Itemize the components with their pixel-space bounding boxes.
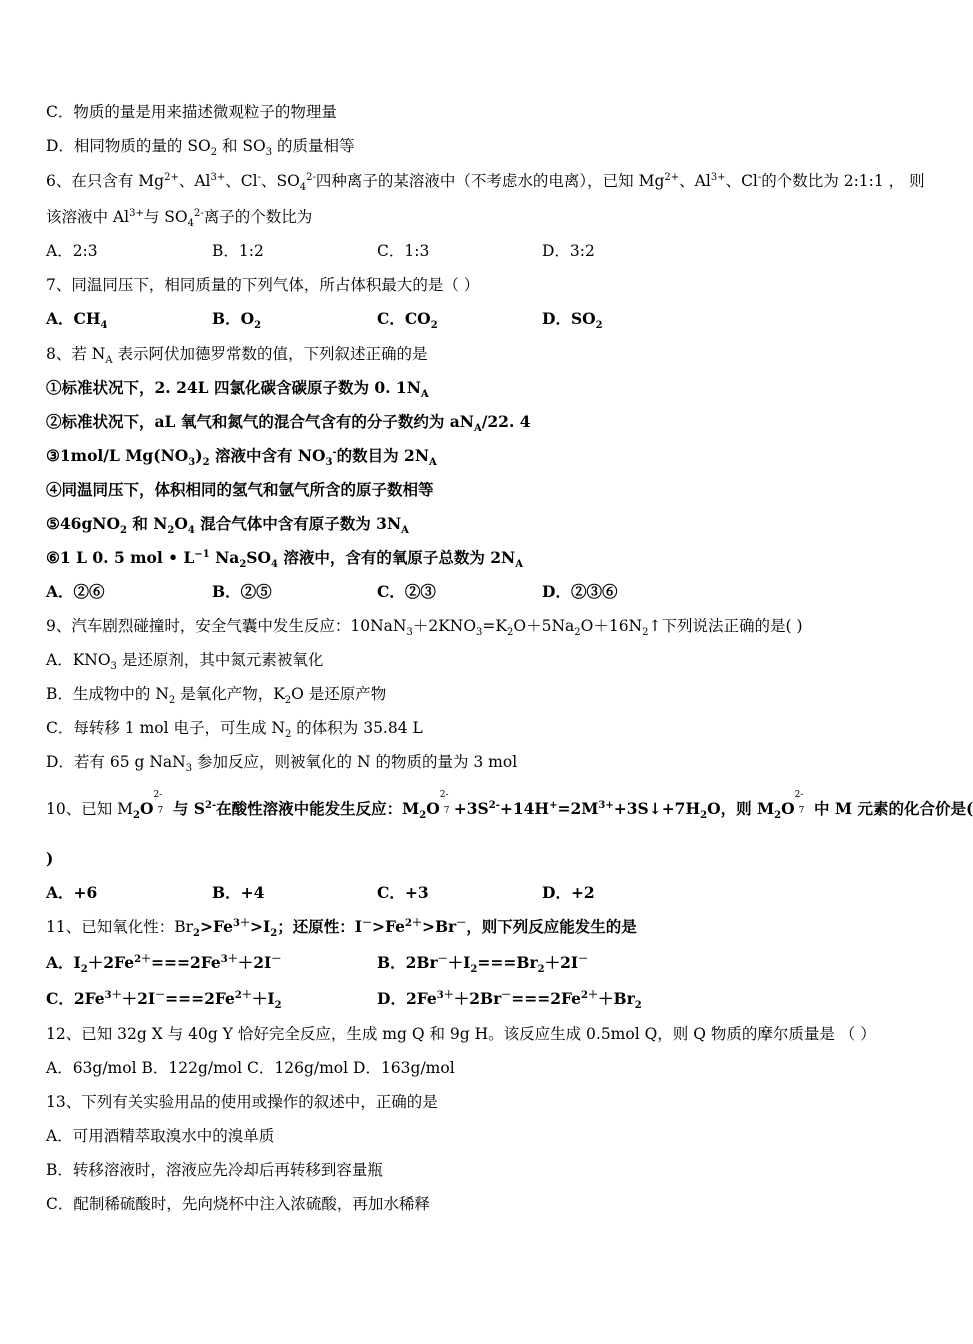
q13-option-c: C．配制稀硫酸时，先向烧杯中注入浓硫酸，再加水稀释 — [46, 1195, 430, 1213]
q8-statement-2: ②标准状况下，aL 氧气和氮气的混合气含有的分子数约为 $aN_A/22$. 4 — [46, 412, 531, 435]
q7-option-b: B．$O_2$ — [212, 309, 262, 332]
q9-option-c: C．每转移 1 mol 电子，可生成 $N_2$ 的体积为 35.84 L — [46, 719, 423, 741]
q10-option-b: B．+4 — [212, 883, 265, 902]
q8-stem: 8、若 $N_A$ 表示阿伏加德罗常数的值，下列叙述正确的是 — [46, 345, 428, 367]
q5-option-d: D．相同物质的量的 $SO_2$ 和 $SO_3$ 的质量相等 — [46, 137, 355, 159]
q8-statement-3: ③1mol/L $Mg(NO_3)_2$ 溶液中含有 $NO_3^-$的数目为 $2N_A$ — [46, 446, 437, 469]
q8-option-b: B．②⑤ — [212, 582, 272, 601]
q6-option-d: D．3:2 — [542, 242, 595, 260]
q6-stem-line1: 6、在只含有 $Mg^{2+}$、$Al^{3+}$、Cl-、$SO_4^{2-}$四种离子的某溶液中（不考虑水的电离），已知 $Mg^{2+}$、$Al^{3+}$、Cl-的个数比为 2:1:1 ， 则 — [46, 171, 925, 194]
q9-stem: 9、汽车剧烈碰撞时，安全气囊中发生反应：$10NaN_3+2KNO_3=K_2O+5Na_2O+16N_2↑$下列说法正确的是( ) — [46, 617, 803, 639]
q11-option-c: C．$2Fe^{3+}+2I^-===2Fe^{2+}+I_2$ — [46, 989, 282, 1012]
dichromate-ion-charge-2: 2- 7 — [439, 790, 450, 816]
q12-stem: 12、已知 32g X 与 40g Y 恰好完全反应，生成 mg Q 和 9g H。该反应生成 0.5mol Q，则 Q 物质的摩尔质量是 （ ） — [46, 1025, 876, 1043]
q11-option-b: B．$2Br^-+I_2===Br_2+2I^-$ — [377, 953, 589, 976]
q8-statement-1: ①标准状况下，2. 24L 四氯化碳含碳原子数为 0. $1N_A$ — [46, 378, 429, 401]
q6-stem-line2: 该溶液中 $Al^{3+}$与 $SO_4^{2-}$离子的个数比为 — [46, 207, 313, 230]
q7-option-c: C．$CO_2$ — [377, 309, 438, 332]
dichromate-ion-charge-3: 2- 7 — [794, 790, 805, 816]
q6-option-c: C．1:3 — [377, 242, 430, 260]
q9-option-a: A．$KNO_3$ 是还原剂，其中氮元素被氧化 — [46, 651, 324, 673]
q8-option-a: A．②⑥ — [46, 582, 105, 601]
q10-option-a: A．+6 — [46, 883, 98, 902]
q8-statement-4: ④同温同压下，体积相同的氢气和氩气所含的原子数相等 — [46, 480, 434, 499]
q10-option-c: C．+3 — [377, 883, 429, 902]
q7-option-d: D．$SO_2$ — [542, 309, 603, 332]
q9-option-b: B．生成物中的 $N_2$ 是氧化产物，$K_2O$ 是还原产物 — [46, 685, 387, 707]
dichromate-ion-charge: 2- 7 — [153, 790, 164, 816]
q8-statement-5: ⑤46gNO$_2$ 和 $N_2O_4$ 混合气体中含有原子数为 $3N_A$ — [46, 514, 409, 537]
q13-option-a: A．可用酒精萃取溴水中的溴单质 — [46, 1127, 275, 1145]
q11-option-a: A．$I_2+2Fe^{2+}===2Fe^{3+}+2I^-$ — [46, 953, 282, 976]
q12-options: A．63g/mol B．122g/mol C．126g/mol D．163g/mol — [46, 1059, 455, 1077]
q5-option-c: C．物质的量是用来描述微观粒子的物理量 — [46, 103, 337, 121]
q11-stem: 11、已知氧化性：$Br_2>Fe^{3+}>I_2$；还原性：$I^->Fe^{2+}>Br^-$，则下列反应能发生的是 — [46, 917, 637, 940]
q9-option-d: D．若有 65 g NaN$_3$ 参加反应，则被氧化的 N 的物质的量为 3 mol — [46, 753, 518, 775]
q10-stem: 10、已知 $M_2O$ 2- 7 与 $S^{2-}$在酸性溶液中能发生反应：$M_2O$ 2- 7 $+3S^{2-}+14H^+=2M^{3+}+3S↓+7H_2O$，则 $M_2O$ 2- 7 中 M 元素的化合价是( — [46, 790, 973, 822]
q7-option-a: A．$CH_4$ — [46, 309, 108, 332]
q8-option-c: C．②③ — [377, 582, 436, 601]
q6-option-a: A．2:3 — [46, 242, 98, 260]
q8-option-d: D．②③⑥ — [542, 582, 618, 601]
q13-option-b: B．转移溶液时，溶液应先冷却后再转移到容量瓶 — [46, 1161, 383, 1179]
q6-option-b: B．1:2 — [212, 242, 264, 260]
q10-stem-line2: ) — [46, 849, 54, 868]
q8-statement-6: ⑥1 L 0. 5 mol • $L^{-1}$ $Na_2SO_4$ 溶液中，含有的氧原子总数为 $2N_A$ — [46, 548, 523, 571]
q13-stem: 13、下列有关实验用品的使用或操作的叙述中，正确的是 — [46, 1093, 438, 1111]
q10-option-d: D．+2 — [542, 883, 595, 902]
q11-option-d: D．$2Fe^{3+}+2Br^-===2Fe^{2+}+Br_2$ — [377, 989, 642, 1012]
q7-stem: 7、同温同压下，相同质量的下列气体，所占体积最大的是（ ） — [46, 276, 480, 294]
